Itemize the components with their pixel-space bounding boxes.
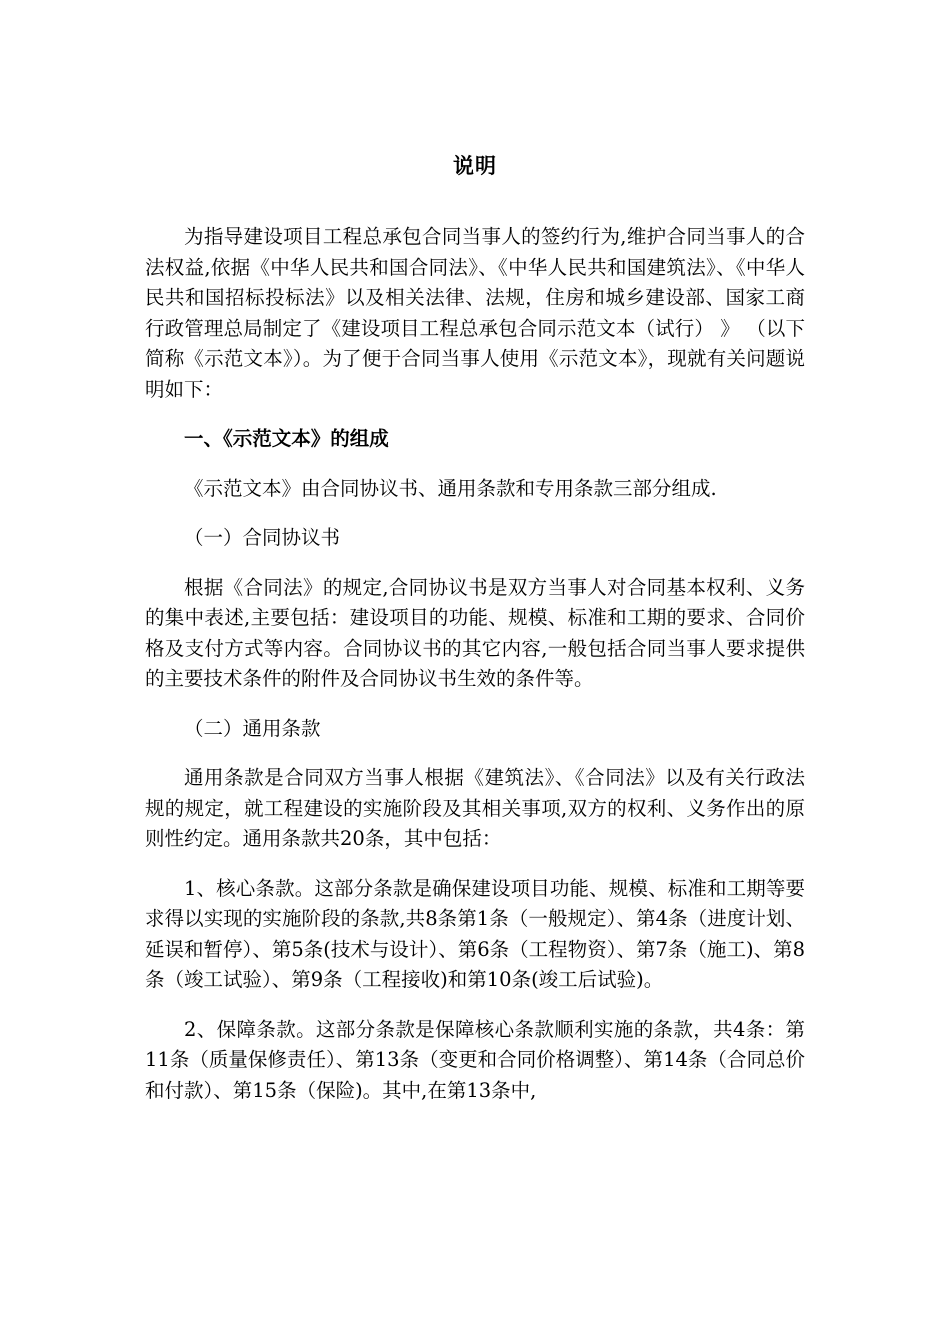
section-heading-composition: 一、《示范文本》的组成: [184, 427, 389, 450]
general-terms-paragraph: 通用条款是合同双方当事人根据《建筑法》、《合同法》以及有关行政法规的规定，就工程建设的实施阶段及其相关事项,双方的权利、义务作出的原则性约定。通用条款共20条，其中包括：: [145, 766, 805, 850]
core-terms-paragraph: 1、核心条款。这部分条款是确保建设项目功能、规模、标准和工期等要求得以实现的实施阶段的条款,共8条第1条（一般规定）、第4条（进度计划、延误和暂停）、第5条(技术与设计）、第6条（工程物资）、第7条（施工)、第8条（竣工试验）、第9条（工程接收)和第10条(竣工后试验)。: [145, 876, 805, 991]
page-title: 说明: [453, 154, 497, 178]
agreement-paragraph: 根据《合同法》的规定,合同协议书是双方当事人对合同基本权利、义务的集中表述,主要包括：建设项目的功能、规模、标准和工期的要求、合同价格及支付方式等内容。合同协议书的其它内容,一般包括合同当事人要求提供的主要技术条件的附件及合同协议书生效的条件等。: [145, 575, 805, 690]
subheading-agreement: （一）合同协议书: [184, 526, 341, 549]
intro-paragraph: 为指导建设项目工程总承包合同当事人的签约行为,维护合同当事人的合法权益,依据《中华人民共和国合同法》、《中华人民共和国建筑法》、《中华人民共和国招标投标法》以及相关法律、法规，住房和城乡建设部、国家工商行政管理总局制定了《建设项目工程总承包合同示范文本（试行） 》 （以下简称《示范文本》）。为了便于合同当事人使用《示范文本》，现就有关问题说明如下：: [145, 225, 805, 401]
subheading-general-terms: （二）通用条款: [184, 716, 321, 740]
composition-paragraph: 《示范文本》由合同协议书、通用条款和专用条款三部分组成.: [184, 476, 717, 500]
document-body: [145, 222, 805, 1125]
guarantee-terms-paragraph: 2、保障条款。这部分条款是保障核心条款顺利实施的条款，共4条：第11条（质量保修责任）、第13条（变更和合同价格调整）、第14条（合同总价和付款）、第15条（保险)。其中,在第13条中,: [145, 1017, 805, 1102]
